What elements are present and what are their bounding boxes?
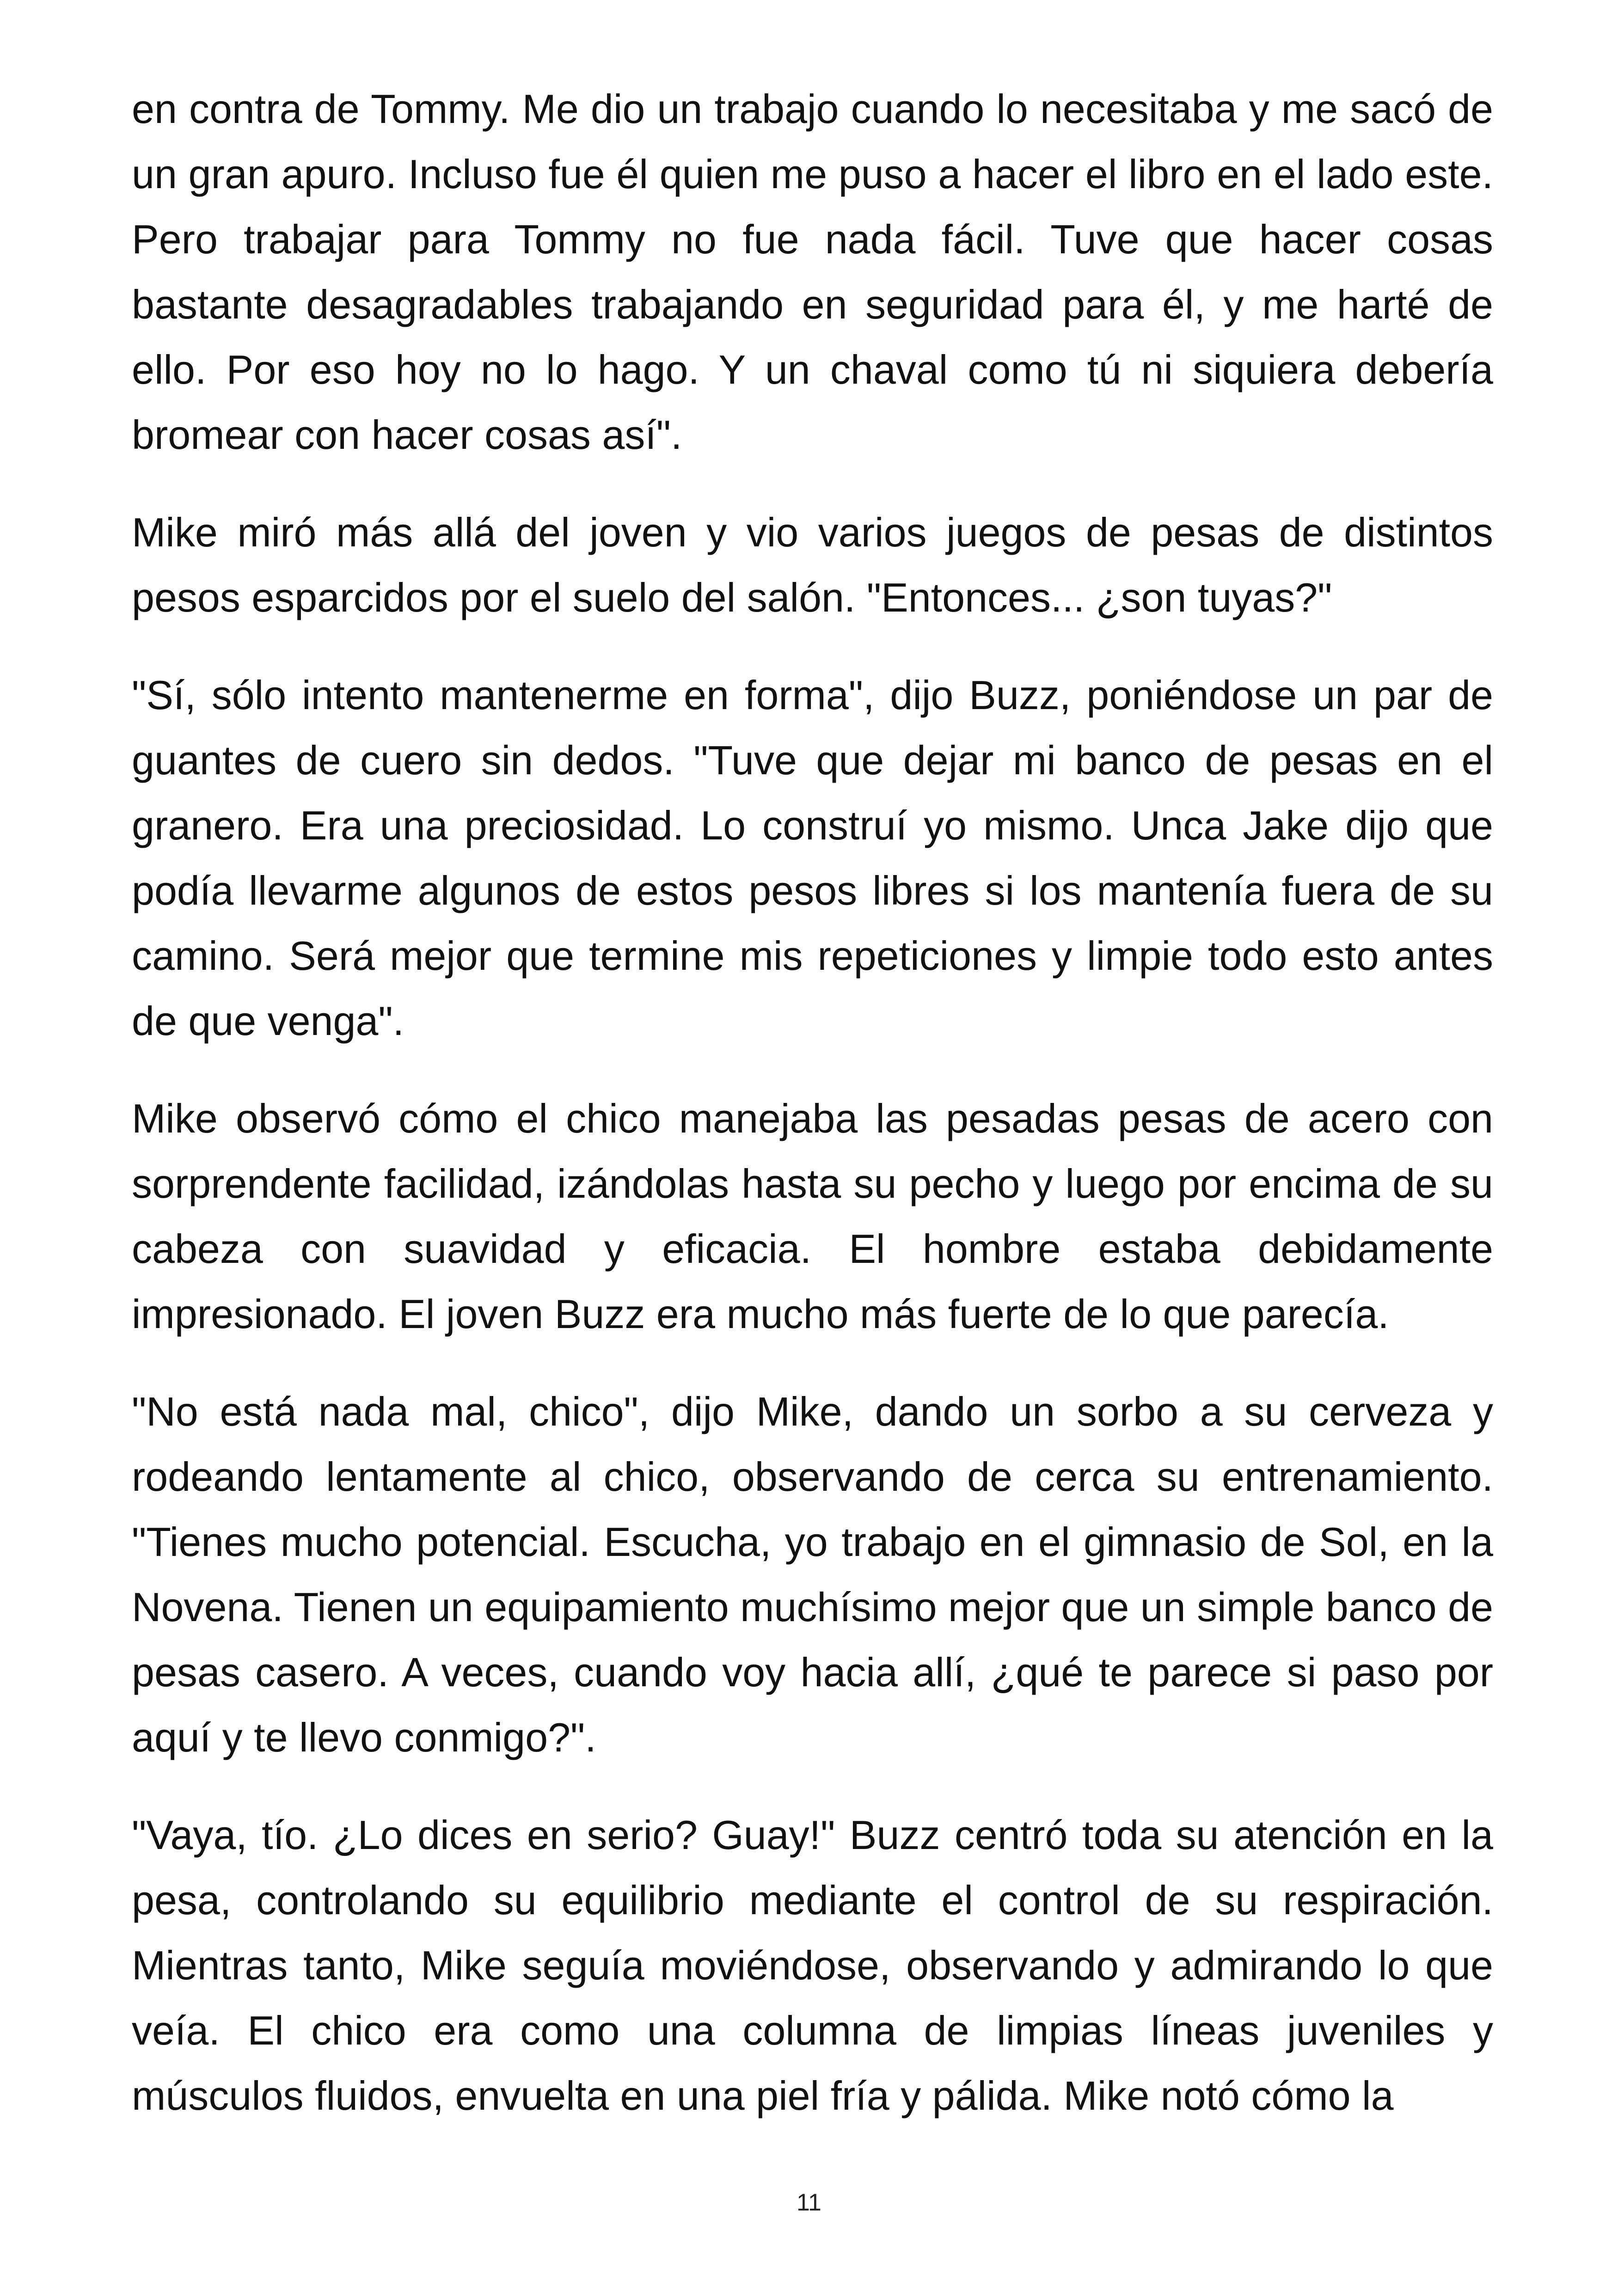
body-text <box>132 76 1493 2128</box>
paragraph: "No está nada mal, chico", dijo Mike, dando un sorbo a su cerveza y rodeando lentamente al chico, observando de cerca su entrenamiento. "Tienes mucho potencial. Escucha, yo trabajo en el gimnasio de Sol, en la Novena. Tienen un equipamiento muchísimo mejor que un simple banco de pesas casero. A veces, cuando voy hacia allí, ¿qué te parece si paso por aquí y te llevo conmigo?". <box>132 1389 1493 1760</box>
paragraph: Mike observó cómo el chico manejaba las pesadas pesas de acero con sorprendente facilidad, izándolas hasta su pecho y luego por encima de su cabeza con suavidad y eficacia. El hombre estaba debidamente impresionado. El joven Buzz era mucho más fuerte de lo que parecía. <box>132 1096 1493 1337</box>
paragraph: en contra de Tommy. Me dio un trabajo cuando lo necesitaba y me sacó de un gran apuro. Incluso fue él quien me puso a hacer el libro en el lado este. Pero trabajar para Tommy no fue nada fácil. Tuve que hacer cosas bastante desagradables trabajando en seguridad para él, y me harté de ello. Por eso hoy no lo hago. Y un chaval como tú ni siquiera debería bromear con hacer cosas así". <box>132 86 1493 458</box>
paragraph: "Vaya, tío. ¿Lo dices en serio? Guay!" Buzz centró toda su atención en la pesa, controlando su equilibrio mediante el control de su respiración. Mientras tanto, Mike seguía moviéndose, observando y admirando lo que veía. El chico era como una columna de limpias líneas juveniles y músculos fluidos, envuelta en una piel fría y pálida. Mike notó cómo la <box>132 1812 1493 2118</box>
paragraph: Mike miró más allá del joven y vio varios juegos de pesas de distintos pesos esparcidos por el suelo del salón. "Entonces... ¿son tuyas?" <box>132 509 1493 620</box>
paragraph: "Sí, sólo intento mantenerme en forma", dijo Buzz, poniéndose un par de guantes de cuero sin dedos. "Tuve que dejar mi banco de pesas en el granero. Era una preciosidad. Lo construí yo mismo. Unca Jake dijo que podía llevarme algunos de estos pesos libres si los mantenía fuera de su camino. Será mejor que termine mis repeticiones y limpie todo esto antes de que venga". <box>132 672 1493 1044</box>
page-number: 11 <box>797 2189 821 2216</box>
